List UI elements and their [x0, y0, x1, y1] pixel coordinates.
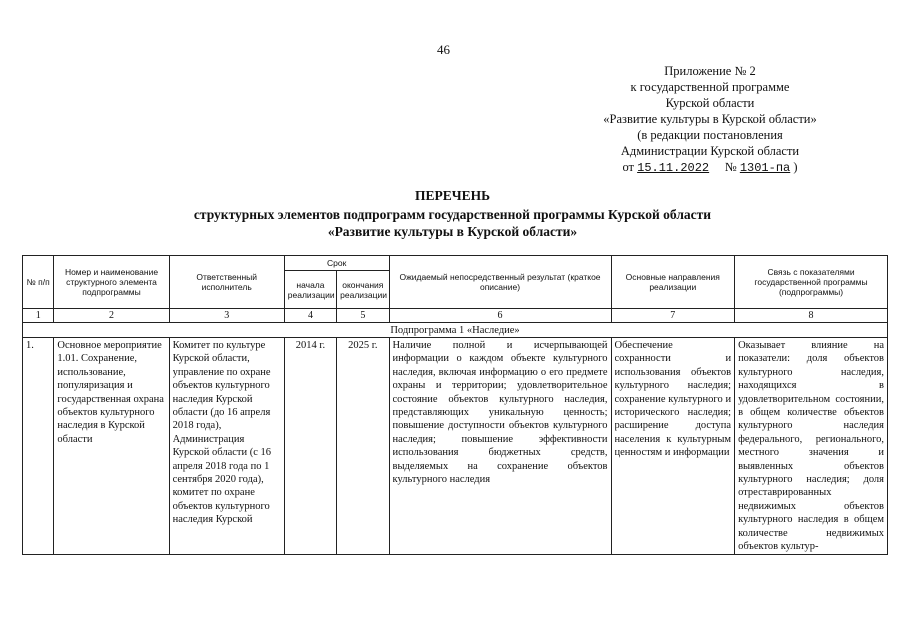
header-num: № п/п	[23, 256, 54, 309]
column-number: 8	[735, 309, 888, 323]
row-start: 2014 г.	[295, 340, 326, 351]
annex-line-1: Приложение № 2	[664, 64, 756, 78]
num-prefix: №	[724, 160, 737, 174]
document-subtitle: структурных элементов подпрограмм государственной программы Курской области	[193, 207, 712, 222]
row-directions-cell	[611, 338, 735, 555]
header-directions: Основные направления реализации	[611, 256, 735, 309]
header-link: Связь с показателями государственной программы (подпрограммы)	[735, 256, 888, 309]
annex-line-3: Курской области	[665, 96, 755, 110]
row-result-cell	[389, 338, 611, 555]
structure-table	[22, 255, 888, 555]
row-result: Наличие полной и исчерпывающей информации о каждом объекте культурного наследия, включая информацию о его предмете охраны и территории; удовлетворительное состояние объектов культурного наследия, представляющих уникальную ценность; повышение доступности объектов культурного наследия; повышение эффективности использования бюджетных средств, выделяемых на сохранение объектов культурного наследия	[392, 340, 608, 486]
header-end: окончания реализации	[337, 271, 389, 309]
row-link: Оказывает влияние на показатели: доля объектов культурного наследия, находящихся в удовлетворительном состоянии, в общем количестве объектов культурного наследия федерального, регионального, местного значения и выявленных объектов культурного наследия; доля отреставрированных недвижимых объектов культурного наследия в общем количестве недвижимых объектов культур-	[738, 340, 884, 553]
row-end: 2025 г.	[348, 340, 378, 351]
annex-line-5: (в редакции постановления	[637, 128, 783, 142]
column-number: 1	[23, 309, 54, 323]
row-name: Основное мероприятие 1.01. Сохранение, использование, популяризация и государственная охрана объектов культурного наследия в Курской области	[57, 340, 164, 445]
num-value: 1301-па	[739, 161, 791, 175]
column-number-row	[23, 309, 888, 323]
column-number: 2	[54, 309, 169, 323]
annex-block	[560, 63, 860, 176]
row-executor: Комитет по культуре Курской области, управление по охране объектов культурного наследия Курской области (до 16 апреля 2018 года), Администрация Курской области (с 16 апреля 2018 года по 1 сентября 2020 года), комитет по охране объектов культурного наследия Курской	[172, 340, 272, 526]
table-row	[23, 338, 888, 555]
header-name: Номер и наименование структурного элемента подпрограммы	[54, 256, 169, 309]
column-number: 6	[389, 309, 611, 323]
annex-line-6: Администрации Курской области	[620, 144, 800, 158]
row-link-cell	[735, 338, 888, 555]
annex-line-4: «Развитие культуры в Курской области»	[603, 112, 817, 126]
row-executor-cell	[169, 338, 284, 555]
subprogram-title: Подпрограмма 1 «Наследие»	[23, 323, 888, 338]
column-number: 7	[611, 309, 735, 323]
column-number: 5	[337, 309, 389, 323]
row-directions: Обеспечение сохранности и использования объектов культурного наследия; сохранение культурного и исторического наследия; расширение доступа населения к культурным ценностям и информации	[614, 340, 732, 459]
row-num-cell	[23, 338, 54, 555]
subprogram-row	[23, 323, 888, 338]
header-start: начала реализации	[284, 271, 336, 309]
date-value: 15.11.2022	[637, 161, 710, 175]
row-name-cell	[54, 338, 169, 555]
column-number: 4	[284, 309, 336, 323]
program-name: «Развитие культуры в Курской области»	[327, 224, 578, 239]
document-title: ПЕРЕЧЕНЬ	[414, 188, 491, 203]
page-number: 46	[437, 42, 450, 57]
header-executor: Ответственный исполнитель	[169, 256, 284, 309]
header-row-1	[23, 256, 888, 271]
annex-line-2: к государственной программе	[630, 80, 790, 94]
header-term: Срок	[284, 256, 389, 271]
row-num: 1.	[26, 340, 34, 351]
row-end-cell	[337, 338, 389, 555]
header-result: Ожидаемый непосредственный результат (краткое описание)	[389, 256, 611, 309]
column-number: 3	[169, 309, 284, 323]
num-suffix: )	[793, 160, 798, 174]
annex-date-line	[560, 159, 860, 176]
date-prefix: от	[622, 160, 634, 174]
row-start-cell	[284, 338, 336, 555]
